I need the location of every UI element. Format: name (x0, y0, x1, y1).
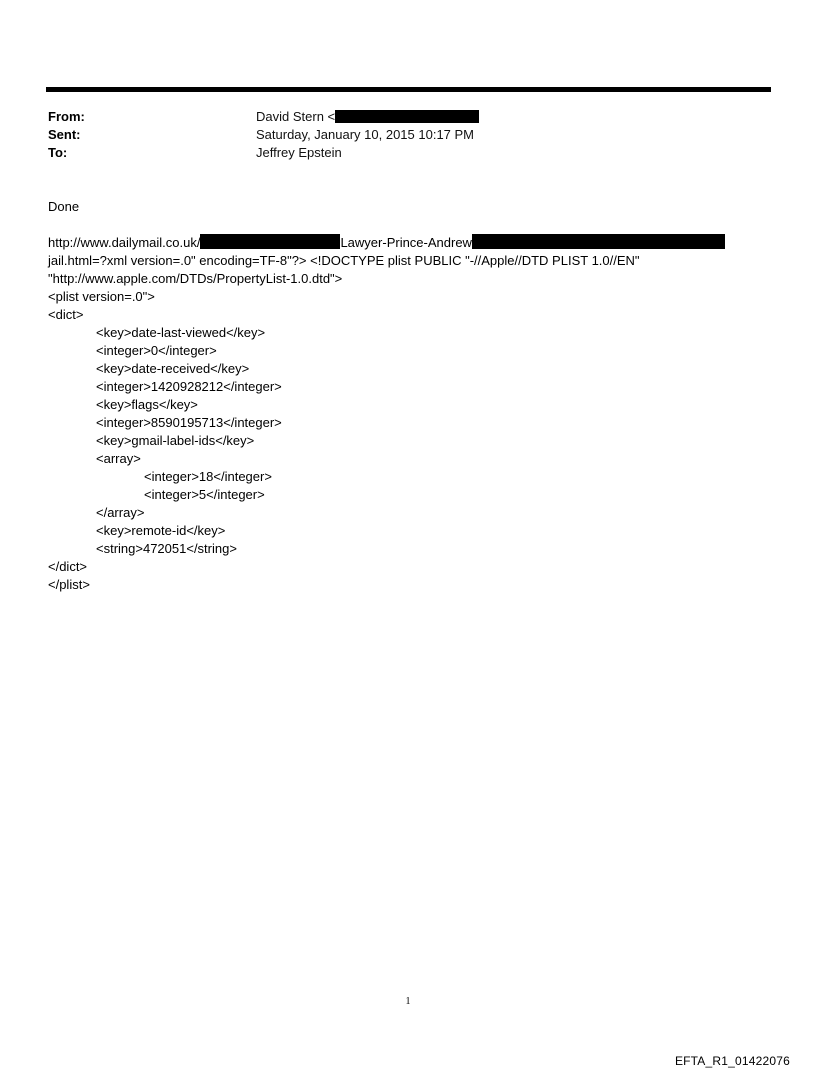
body-line: <key>remote-id</key> (96, 523, 226, 538)
body-line: <array> (96, 451, 141, 466)
body-line: <integer>5</integer> (144, 487, 265, 502)
body-line: "http://www.apple.com/DTDs/PropertyList-1.0.dtd"> (48, 271, 343, 286)
body-line: <integer>0</integer> (96, 343, 217, 358)
body-line: <integer>1420928212</integer> (96, 379, 282, 394)
from-label: From: (48, 109, 85, 124)
body-line: jail.html=?xml version=.0" encoding=TF-8"?> <!DOCTYPE plist PUBLIC "-//Apple//DTD PLIST 1.0//EN" (48, 253, 640, 268)
body-line: <integer>18</integer> (144, 469, 272, 484)
page-number: 1 (405, 996, 411, 1007)
url-line (48, 234, 725, 252)
greeting-text: Done (48, 199, 80, 214)
body-line: <key>flags</key> (96, 397, 198, 412)
body-line: <key>date-received</key> (96, 361, 250, 376)
redaction-block (200, 234, 340, 249)
body-line: <plist version=.0"> (48, 289, 155, 304)
from-value (256, 108, 479, 126)
body-line: <string>472051</string> (96, 541, 237, 556)
body-line: </plist> (48, 577, 90, 592)
bates-number: EFTA_R1_01422076 (674, 1054, 790, 1068)
body-line: </array> (96, 505, 145, 520)
sent-label: Sent: (48, 127, 81, 142)
body-line: <key>gmail-label-ids</key> (96, 433, 255, 448)
body-line: <dict> (48, 307, 84, 322)
from-name: David Stern < (256, 109, 336, 124)
body-line: <key>date-last-viewed</key> (96, 325, 266, 340)
sent-value: Saturday, January 10, 2015 10:17 PM (256, 127, 475, 142)
redaction-block (472, 234, 725, 249)
header-divider (46, 87, 771, 92)
body-line: </dict> (48, 559, 88, 574)
url-part-2: Lawyer-Prince-Andrew (340, 235, 472, 250)
to-value: Jeffrey Epstein (256, 145, 342, 160)
redaction-block (335, 110, 479, 123)
to-label: To: (48, 145, 68, 160)
url-part-1: http://www.dailymail.co.uk/ (48, 235, 201, 250)
body-line: <integer>8590195713</integer> (96, 415, 282, 430)
